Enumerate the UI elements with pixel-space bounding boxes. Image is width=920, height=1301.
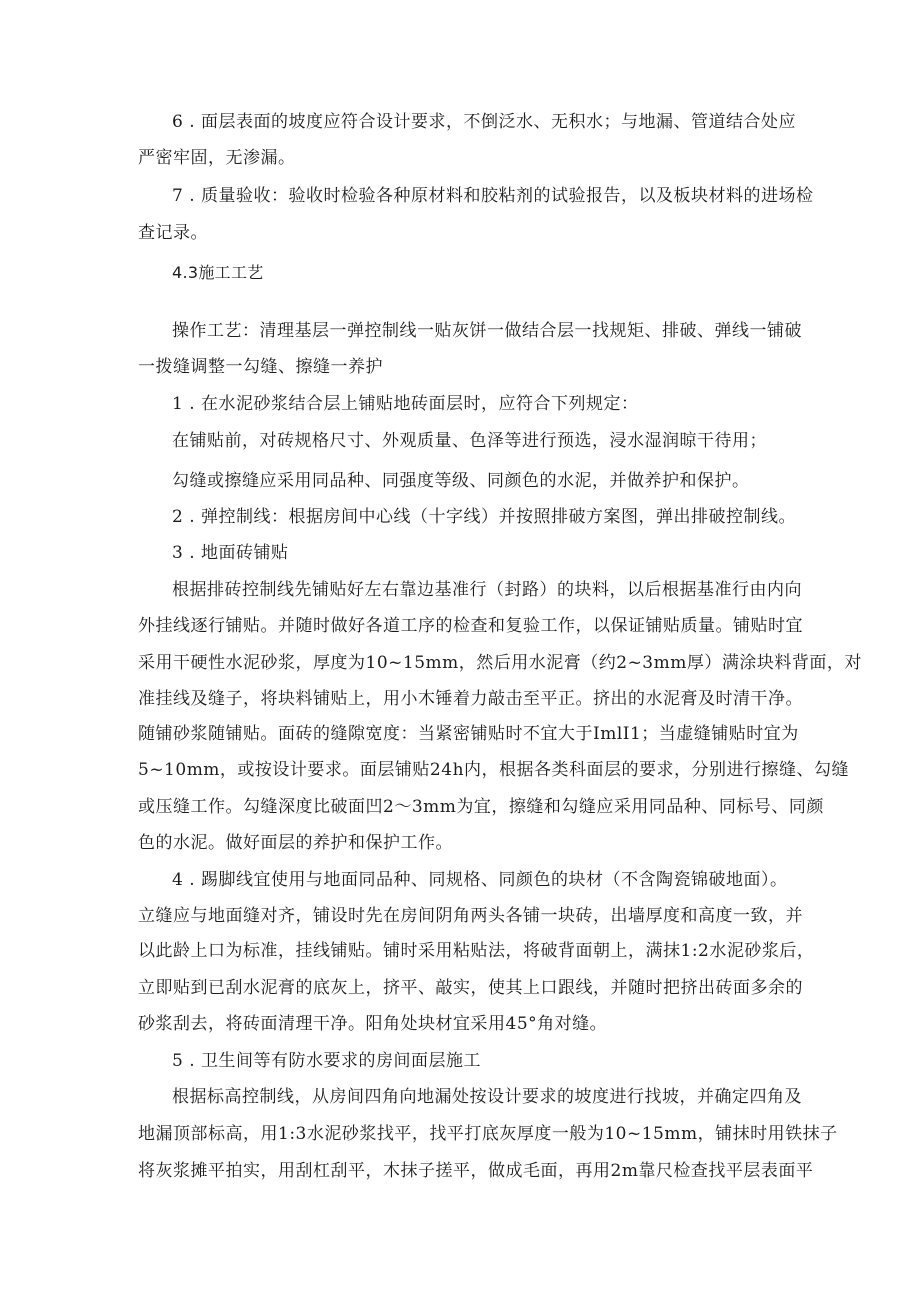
item5-title: 5 . 卫生间等有防水要求的房间面层施工 (172, 1051, 482, 1071)
item5-line: 将灰浆摊平拍实，用刮杠刮平，木抹子搓平，做成毛面，再用2m靠尺检查找平层表面平 (138, 1161, 814, 1181)
item4-line: 立缝应与地面缝对齐，铺设时先在房间阴角两头各铺一块砖，出墙厚度和高度一致，并 (138, 906, 803, 926)
ops-line2: 一拨缝调整一勾缝、擦缝一养护 (138, 357, 383, 377)
item3-line: 准挂线及缝子，将块料铺贴上，用小木锤着力敲击至平正。挤出的水泥膏及时清干净。 (138, 689, 803, 709)
item4-line: 以此龄上口为标准，挂线铺贴。铺时采用粘贴法，将破背面朝上，满抹1:2水泥砂浆后， (138, 941, 815, 961)
item3-line: 随铺砂浆随铺贴。面砖的缝隙宽度：当紧密铺贴时不宜大于ImlI1；当虚缝铺贴时宜为 (138, 724, 799, 744)
item3-title: 3 . 地面砖铺贴 (172, 543, 289, 563)
item3-line: 色的水泥。做好面层的养护和保护工作。 (138, 833, 453, 853)
item7-line2: 查记录。 (138, 223, 208, 243)
item4-line: 砂浆刮去，将砖面清理干净。阳角处块材宜采用45°角对缝。 (138, 1014, 608, 1034)
item3-line: 或压缝工作。勾缝深度比破面凹2～3mm为宜，擦缝和勾缝应采用同品种、同标号、同颜 (138, 797, 824, 817)
item1-bullet2: 勾缝或擦缝应采用同品种、同强度等级、同颜色的水泥，并做养护和保护。 (172, 471, 750, 491)
item4-line: 立即贴到已刮水泥膏的底灰上，挤平、敲实，使其上口跟线，并随时把挤出砖面多余的 (138, 978, 803, 998)
item5-line: 根据标高控制线，从房间四角向地漏处按设计要求的坡度进行找坡，并确定四角及 (172, 1087, 802, 1107)
item6-line1: 6 . 面层表面的坡度应符合设计要求，不倒泛水、无积水；与地漏、管道结合处应 (172, 112, 797, 132)
item3-line: 采用干硬性水泥砂浆，厚度为10~15mm，然后用水泥膏（约2~3mm厚）满涂块料背面，对 (138, 653, 862, 673)
item1-title: 1 . 在水泥砂浆结合层上铺贴地砖面层时，应符合下列规定： (172, 394, 639, 414)
item6-line2: 严密牢固，无渗漏。 (138, 148, 296, 168)
item7-line1: 7 . 质量验收：验收时检验各种原材料和胶粘剂的试验报告，以及板块材料的进场检 (172, 186, 814, 206)
item3-line: 外挂线逐行铺贴。并随时做好各道工序的检查和复验工作，以保证铺贴质量。铺贴时宜 (138, 616, 803, 636)
item2: 2 . 弹控制线：根据房间中心线（十字线）并按照排破方案图，弹出排破控制线。 (172, 507, 797, 527)
item3-line: 5~10mm，或按设计要求。面层铺贴24h内，根据各类科面层的要求，分别进行擦缝、勾缝 (138, 760, 850, 780)
item3-line: 根据排砖控制线先铺贴好左右靠边基准行（封路）的块料，以后根据基准行由内向 (172, 580, 802, 600)
item5-line: 地漏顶部标高，用1:3水泥砂浆找平，找平打底灰厚度一般为10~15mm，铺抹时用铁抹子 (138, 1124, 838, 1144)
item1-bullet1: 在铺贴前，对砖规格尺寸、外观质量、色泽等进行预选，浸水湿润晾干待用； (172, 431, 767, 451)
item4-line: 4 . 踢脚线宜使用与地面同品种、同规格、同颜色的块材（不含陶瓷锦破地面）。 (172, 870, 788, 890)
ops-line1: 操作工艺：清理基层一弹控制线一贴灰饼一做结合层一找规矩、排破、弹线一铺破 (172, 321, 802, 341)
section-title: 4.3施工工艺 (172, 263, 264, 282)
